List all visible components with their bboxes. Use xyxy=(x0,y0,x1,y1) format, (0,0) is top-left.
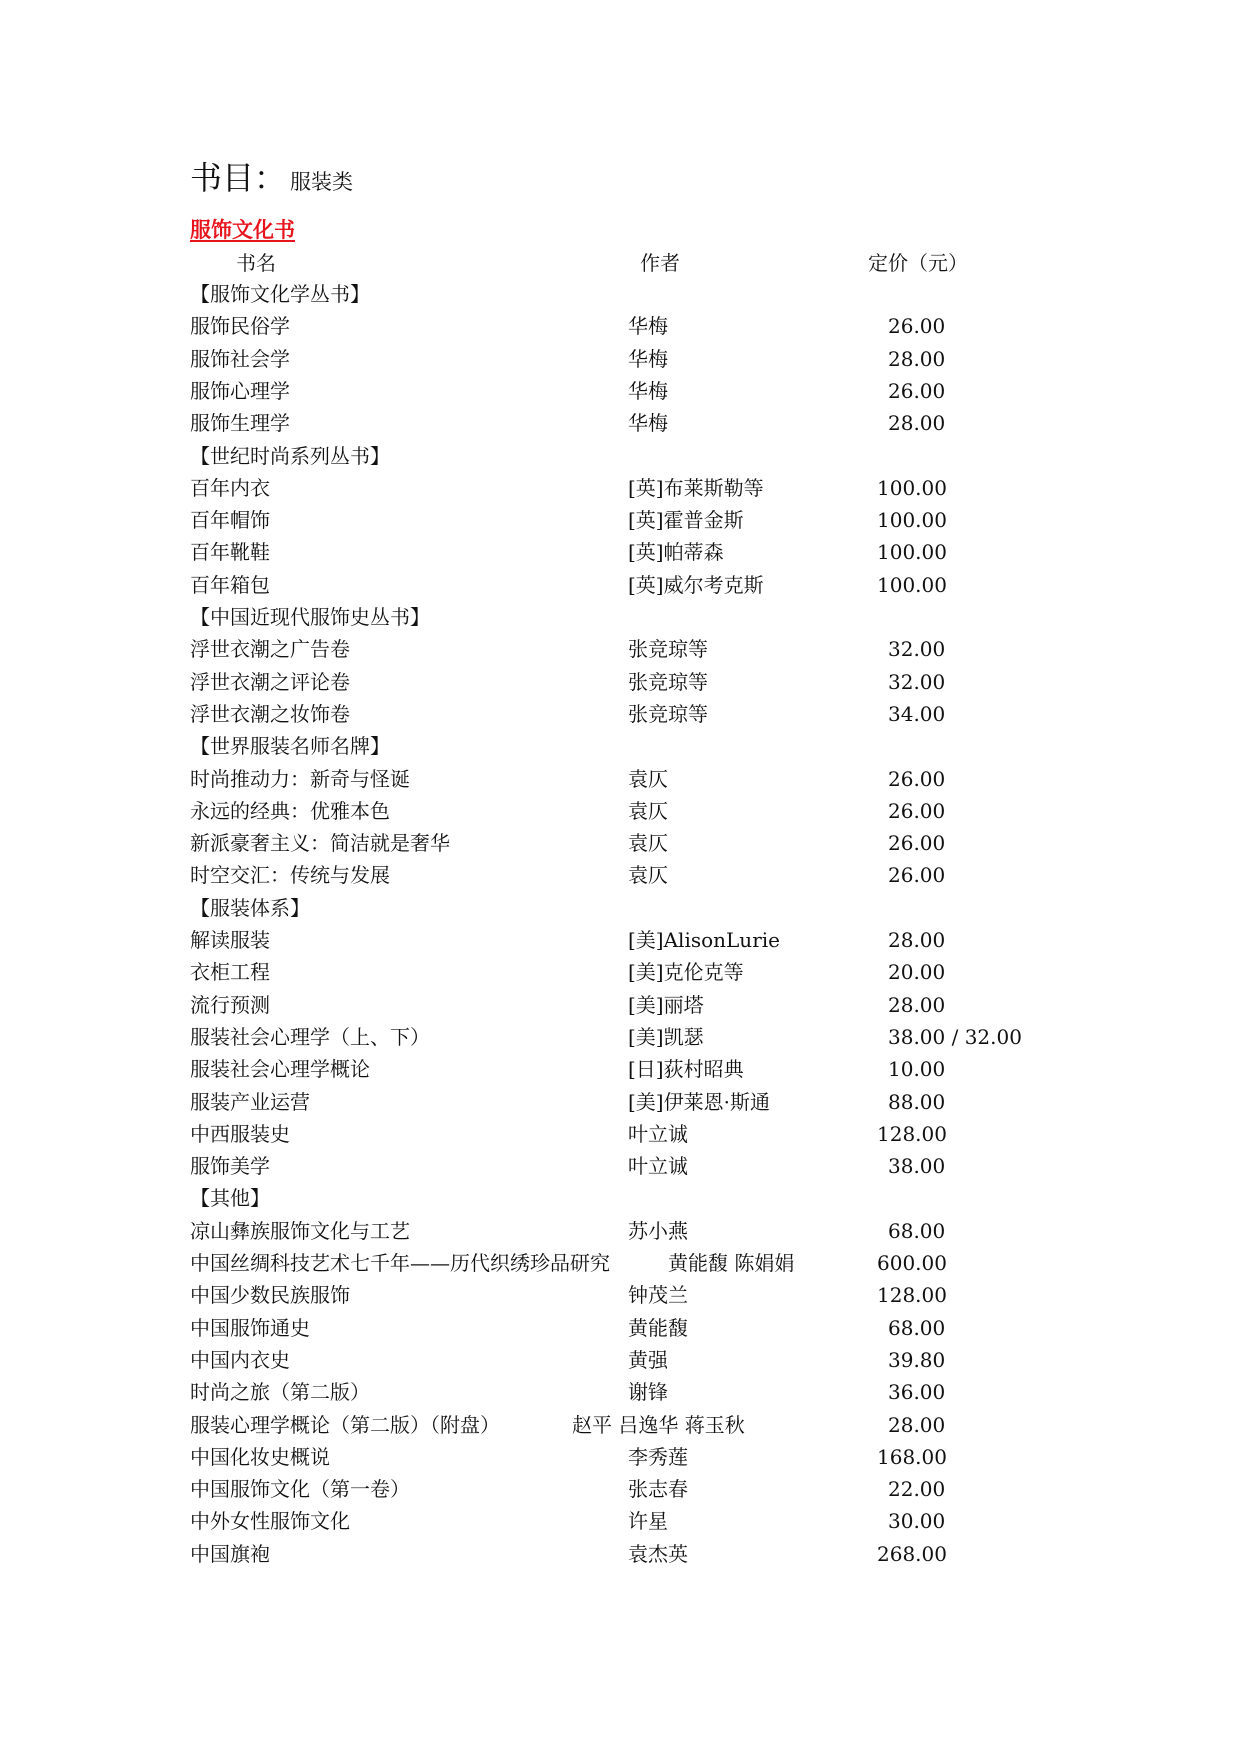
book-title: 百年帽饰 xyxy=(190,508,270,533)
book-author: 苏小燕 xyxy=(628,1218,688,1243)
book-price: 26.00 xyxy=(888,766,946,791)
book-author: [美]丽塔 xyxy=(628,992,704,1017)
series-row xyxy=(0,892,1241,924)
book-title: 浮世衣潮之妆饰卷 xyxy=(190,701,350,726)
book-title: 中国内衣史 xyxy=(190,1347,290,1372)
book-title: 中外女性服饰文化 xyxy=(190,1509,350,1534)
book-row xyxy=(0,569,1241,601)
book-row xyxy=(0,1505,1241,1537)
book-row xyxy=(0,1215,1241,1247)
book-author: 黄强 xyxy=(628,1347,668,1372)
heading-label: 书目： xyxy=(190,159,287,197)
book-price: 26.00 xyxy=(888,863,946,888)
series-title: 【中国近现代服饰史丛书】 xyxy=(190,605,430,629)
book-title: 服饰民俗学 xyxy=(190,314,290,339)
book-row xyxy=(0,536,1241,568)
book-row xyxy=(0,956,1241,988)
book-author: 叶立诚 xyxy=(628,1121,688,1146)
book-price: 28.00 xyxy=(888,1412,946,1437)
book-row xyxy=(0,795,1241,827)
book-author: [英]霍普金斯 xyxy=(628,508,744,533)
book-row xyxy=(0,472,1241,504)
book-price: 100.00 xyxy=(877,572,947,597)
series-title: 【世纪时尚系列丛书】 xyxy=(190,443,390,468)
book-price: 26.00 xyxy=(888,798,946,823)
book-title: 服饰心理学 xyxy=(190,378,290,403)
book-author: [美]伊莱恩·斯通 xyxy=(628,1089,770,1114)
book-row xyxy=(0,1441,1241,1473)
book-price: 32.00 xyxy=(888,669,946,694)
book-title: 服装社会心理学（上、下） xyxy=(190,1024,430,1049)
book-title: 永远的经典：优雅本色 xyxy=(190,798,390,823)
book-row xyxy=(0,1409,1241,1441)
book-row xyxy=(0,698,1241,730)
book-row xyxy=(0,989,1241,1021)
book-price: 36.00 xyxy=(888,1380,946,1405)
book-author: 黄能馥 陈娟娟 xyxy=(668,1251,795,1275)
book-title: 中国丝绸科技艺术七千年——历代织绣珍品研究 xyxy=(190,1251,610,1275)
book-title: 时空交汇：传统与发展 xyxy=(190,863,390,888)
book-author: 黄能馥 xyxy=(628,1315,688,1340)
book-title: 中国服饰通史 xyxy=(190,1315,310,1340)
book-price: 26.00 xyxy=(888,831,946,856)
series-row xyxy=(0,601,1241,633)
book-price: 26.00 xyxy=(888,314,946,339)
book-row xyxy=(0,859,1241,891)
book-row xyxy=(0,1086,1241,1118)
book-row xyxy=(0,504,1241,536)
book-row xyxy=(0,763,1241,795)
book-price: 20.00 xyxy=(888,960,946,985)
book-title: 服饰社会学 xyxy=(190,346,290,371)
series-title: 【世界服装名师名牌】 xyxy=(190,734,390,759)
book-row xyxy=(0,1376,1241,1408)
book-author: [英]威尔考克斯 xyxy=(628,572,764,597)
book-author: [日]荻村昭典 xyxy=(628,1057,744,1082)
book-row xyxy=(0,1312,1241,1344)
book-price: 128.00 xyxy=(877,1121,947,1146)
book-price: 68.00 xyxy=(888,1315,946,1340)
book-author: 赵平 吕逸华 蒋玉秋 xyxy=(572,1412,745,1437)
book-price: 38.00 / 32.00 xyxy=(888,1024,1022,1049)
series-title: 【其他】 xyxy=(190,1186,270,1211)
book-price: 100.00 xyxy=(877,508,947,533)
book-author: 华梅 xyxy=(628,314,668,339)
book-author: 张竞琼等 xyxy=(628,637,708,662)
book-author: 张竞琼等 xyxy=(628,669,708,694)
book-title: 百年箱包 xyxy=(190,572,270,597)
book-author: 张志春 xyxy=(628,1477,688,1502)
book-price: 28.00 xyxy=(888,992,946,1017)
book-author: 袁仄 xyxy=(628,798,668,823)
book-row xyxy=(0,827,1241,859)
book-title: 浮世衣潮之评论卷 xyxy=(190,669,350,694)
book-price: 128.00 xyxy=(877,1283,947,1308)
book-price: 100.00 xyxy=(877,540,947,565)
book-title: 中国化妆史概说 xyxy=(190,1444,330,1469)
book-price: 34.00 xyxy=(888,701,946,726)
book-title: 中西服装史 xyxy=(190,1121,290,1146)
book-author: 叶立诚 xyxy=(628,1154,688,1179)
book-author: 袁杰英 xyxy=(628,1541,688,1566)
book-price: 268.00 xyxy=(877,1541,947,1566)
book-title: 服装产业运营 xyxy=(190,1089,310,1114)
book-author: 袁仄 xyxy=(628,831,668,856)
book-title: 百年内衣 xyxy=(190,475,270,500)
book-row xyxy=(0,1279,1241,1311)
book-title: 衣柜工程 xyxy=(190,960,270,985)
book-row xyxy=(0,1538,1241,1570)
series-row xyxy=(0,1182,1241,1214)
book-row xyxy=(0,343,1241,375)
book-price: 68.00 xyxy=(888,1218,946,1243)
book-price: 22.00 xyxy=(888,1477,946,1502)
book-price: 88.00 xyxy=(888,1089,946,1114)
book-title: 中国少数民族服饰 xyxy=(190,1283,350,1308)
book-row xyxy=(0,375,1241,407)
book-price: 39.80 xyxy=(888,1347,946,1372)
book-author: 钟茂兰 xyxy=(628,1283,688,1308)
book-price: 28.00 xyxy=(888,411,946,436)
book-row xyxy=(0,1150,1241,1182)
series-row xyxy=(0,730,1241,762)
column-header-author: 作者 xyxy=(640,251,680,275)
book-row xyxy=(0,666,1241,698)
book-row xyxy=(0,633,1241,665)
book-title: 新派豪奢主义：简洁就是奢华 xyxy=(190,831,450,856)
book-author: 袁仄 xyxy=(628,863,668,888)
book-title: 服装心理学概论（第二版）（附盘） xyxy=(190,1412,500,1437)
series-row xyxy=(0,278,1241,310)
heading-category: 服装类 xyxy=(290,170,354,194)
book-price: 10.00 xyxy=(888,1057,946,1082)
book-title: 浮世衣潮之广告卷 xyxy=(190,637,350,662)
book-author: [美]凯瑟 xyxy=(628,1024,704,1049)
book-author: [美]AlisonLurie xyxy=(628,928,780,952)
series-title: 【服饰文化学丛书】 xyxy=(190,282,370,306)
column-header-title: 书名 xyxy=(236,251,276,275)
book-author: 华梅 xyxy=(628,346,668,371)
book-title: 中国服饰文化（第一卷） xyxy=(190,1477,410,1502)
book-price: 168.00 xyxy=(877,1444,947,1469)
book-title: 解读服装 xyxy=(190,928,270,952)
book-author: [美]克伦克等 xyxy=(628,960,744,985)
book-price: 600.00 xyxy=(877,1251,947,1275)
book-price: 100.00 xyxy=(877,475,947,500)
book-price: 38.00 xyxy=(888,1154,946,1179)
book-title: 服装社会心理学概论 xyxy=(190,1057,370,1082)
book-author: 谢锋 xyxy=(628,1380,668,1405)
series-row xyxy=(0,440,1241,472)
book-row xyxy=(0,1021,1241,1053)
book-title: 服饰生理学 xyxy=(190,411,290,436)
book-title: 服饰美学 xyxy=(190,1154,270,1179)
book-author: 张竞琼等 xyxy=(628,701,708,726)
book-title: 时尚推动力：新奇与怪诞 xyxy=(190,766,410,791)
book-author: 华梅 xyxy=(628,378,668,403)
book-price: 28.00 xyxy=(888,346,946,371)
book-title: 凉山彝族服饰文化与工艺 xyxy=(190,1218,410,1243)
column-header-price: 定价（元） xyxy=(868,251,968,275)
book-author: 袁仄 xyxy=(628,766,668,791)
book-title: 时尚之旅（第二版） xyxy=(190,1380,370,1405)
book-row xyxy=(0,1473,1241,1505)
series-title: 【服装体系】 xyxy=(190,895,310,920)
book-title: 百年靴鞋 xyxy=(190,540,270,565)
book-author: 许星 xyxy=(628,1509,668,1534)
book-row xyxy=(0,924,1241,956)
book-author: [英]帕蒂森 xyxy=(628,540,724,565)
book-price: 28.00 xyxy=(888,928,946,952)
book-row xyxy=(0,407,1241,439)
book-price: 32.00 xyxy=(888,637,946,662)
section-title: 服饰文化书 xyxy=(190,217,295,242)
book-author: [英]布莱斯勒等 xyxy=(628,475,764,500)
book-author: 华梅 xyxy=(628,411,668,436)
book-row xyxy=(0,310,1241,342)
book-price: 30.00 xyxy=(888,1509,946,1534)
book-title: 流行预测 xyxy=(190,992,270,1017)
book-price: 26.00 xyxy=(888,378,946,403)
book-title: 中国旗袍 xyxy=(190,1541,270,1566)
book-row xyxy=(0,1344,1241,1376)
book-row xyxy=(0,1053,1241,1085)
book-author: 李秀莲 xyxy=(628,1444,688,1469)
book-row xyxy=(0,1118,1241,1150)
book-row xyxy=(0,1247,1241,1279)
